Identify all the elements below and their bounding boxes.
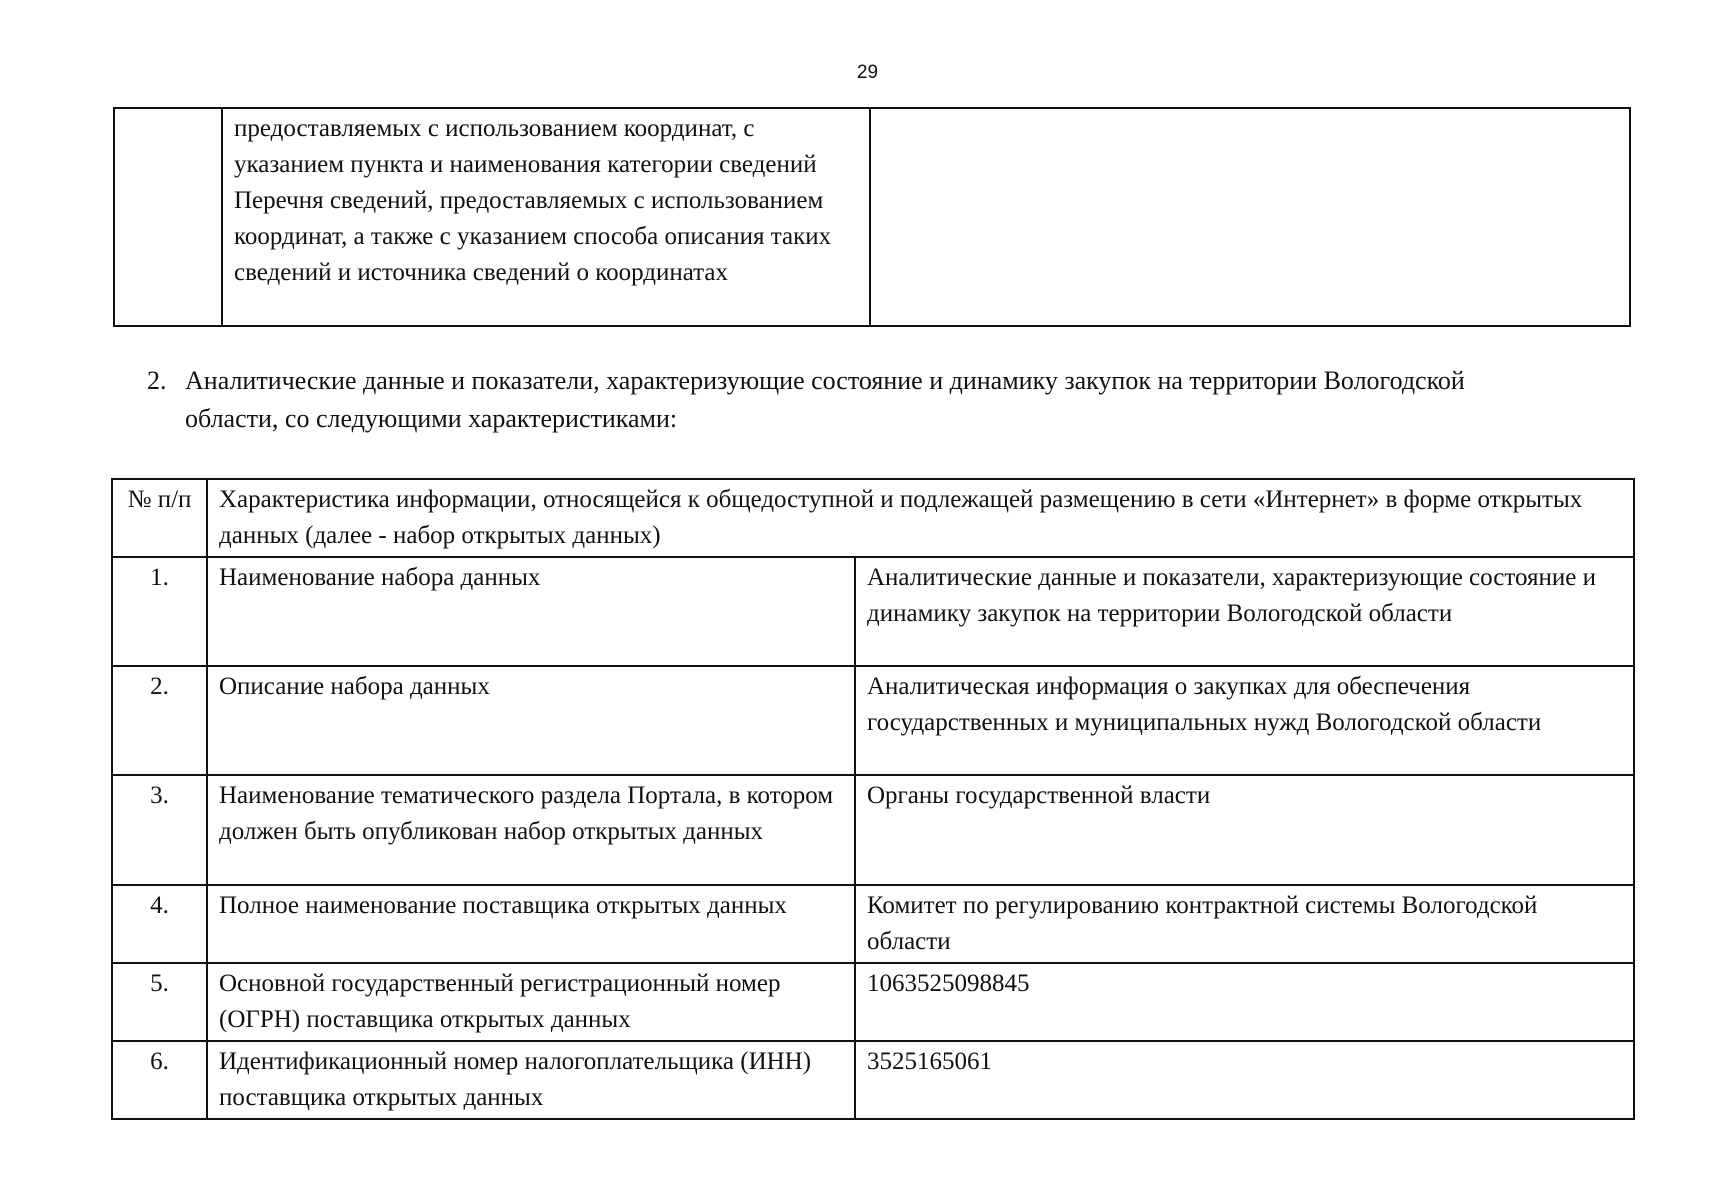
table-row	[114, 108, 1630, 326]
section-heading	[147, 362, 1617, 438]
section-line-1	[147, 362, 1617, 400]
row-value: Комитет по регулированию контрактной системы Вологодской области	[855, 885, 1634, 963]
header-num: № п/п	[112, 479, 207, 557]
page-number: 29	[856, 62, 879, 83]
section-text-2: области, со следующими характеристиками:	[185, 404, 678, 433]
row-label: Описание набора данных	[207, 666, 855, 775]
table-row	[112, 775, 1634, 885]
row-label: Основной государственный регистрационный номер (ОГРН) поставщика открытых данных	[207, 963, 855, 1041]
section-number: 2.	[147, 366, 167, 395]
row-num: 6.	[112, 1041, 207, 1119]
row-label: Наименование набора данных	[207, 557, 855, 666]
characteristic-cell: предоставляемых с использованием координат, с указанием пункта и наименования категории сведений Перечня сведений, предоставляемых с использованием координат, а также с указанием способа описания таких сведений и источника сведений о координатах	[222, 108, 870, 326]
row-label: Идентификационный номер налогоплательщика (ИНН) поставщика открытых данных	[207, 1041, 855, 1119]
row-value: 1063525098845	[855, 963, 1634, 1041]
table-row	[112, 666, 1634, 775]
table-row	[112, 963, 1634, 1041]
row-label: Наименование тематического раздела Портала, в котором должен быть опубликован набор открытых данных	[207, 775, 855, 885]
value-cell	[870, 108, 1630, 326]
row-value: Аналитическая информация о закупках для обеспечения государственных и муниципальных нужд Вологодской области	[855, 666, 1634, 775]
num-cell	[114, 108, 222, 326]
section-text-1: Аналитические данные и показатели, характеризующие состояние и динамику закупок на территории Вологодской	[185, 366, 1465, 395]
row-num: 2.	[112, 666, 207, 775]
row-label: Полное наименование поставщика открытых данных	[207, 885, 855, 963]
row-num: 3.	[112, 775, 207, 885]
row-num: 5.	[112, 963, 207, 1041]
row-value: Органы государственной власти	[855, 775, 1634, 885]
row-num: 1.	[112, 557, 207, 666]
table-row	[112, 557, 1634, 666]
header-title: Характеристика информации, относящейся к общедоступной и подлежащей размещению в сети «Интернет» в форме открытых данных (далее - набор открытых данных)	[207, 479, 1634, 557]
table-row	[112, 885, 1634, 963]
table-header-row	[112, 479, 1634, 557]
table-row	[112, 1041, 1634, 1119]
row-value: 3525165061	[855, 1041, 1634, 1119]
dataset-table	[111, 478, 1635, 1120]
row-num: 4.	[112, 885, 207, 963]
row-value: Аналитические данные и показатели, характеризующие состояние и динамику закупок на территории Вологодской области	[855, 557, 1634, 666]
continued-table	[113, 107, 1631, 327]
